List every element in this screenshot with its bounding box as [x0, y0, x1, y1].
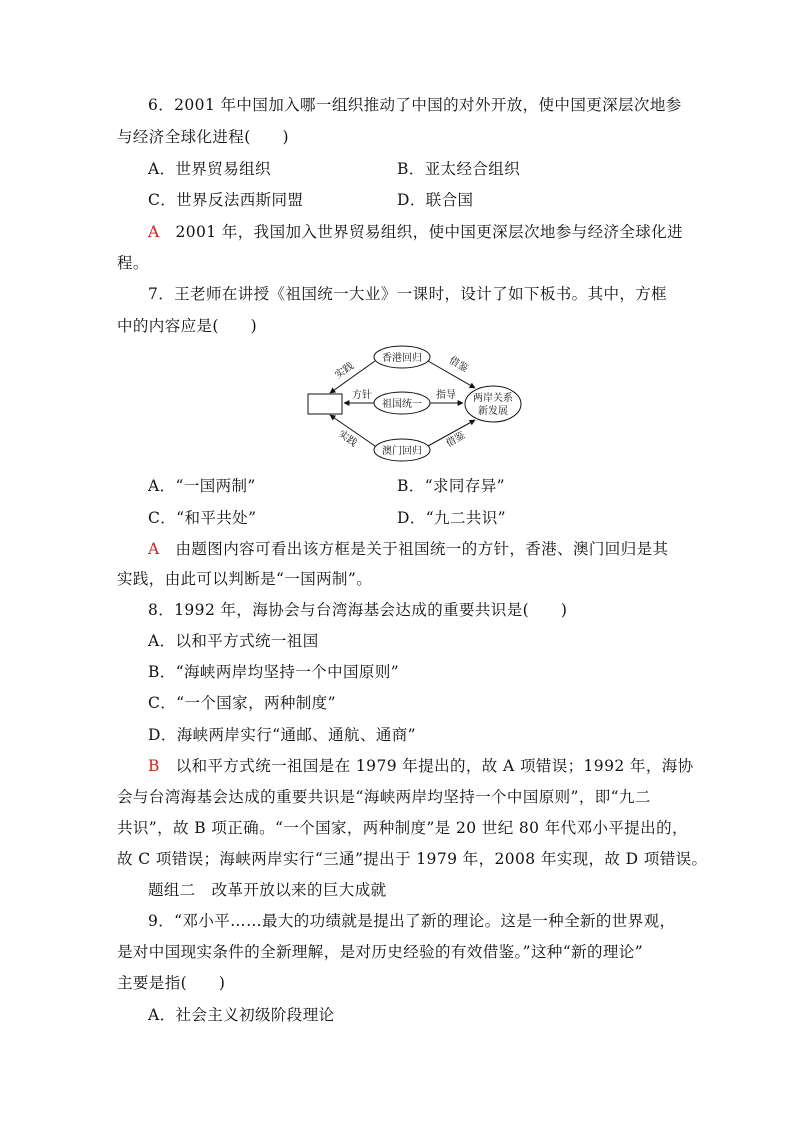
q8-explanation-line4: 故 C 项错误；海峡两岸实行“三通”提出于 1979 年，2008 年实现，故 D 项错误。 — [117, 850, 708, 868]
q6-option-c: C．世界反法西斯同盟 — [148, 191, 304, 209]
q8-explanation-line1 — [148, 755, 694, 777]
q8-explanation-line2: 会与台湾海基会达成的重要共识是“海峡两岸均坚持一个中国原则”，即“九二 — [117, 788, 651, 806]
q9-stem-line2: 是对中国现实条件的全新理解，是对历史经验的有效借鉴。”这种“新的理论” — [117, 943, 644, 961]
node-cross-strait-label-2: 新发展 — [478, 406, 508, 417]
q6-answer: A — [148, 223, 160, 241]
q8-answer: B — [148, 757, 160, 775]
q8-option-a: A．以和平方式统一祖国 — [148, 632, 319, 650]
q7-option-c: C．“和平共处” — [148, 509, 257, 527]
empty-answer-box — [308, 394, 342, 414]
label-shijian-bottom: 实践 — [336, 428, 359, 450]
q6-stem-line1: 6．2001 年中国加入哪一组织推动了中国的对外开放，使中国更深层次地参 — [148, 96, 682, 114]
q6-explanation-line2: 程。 — [117, 254, 149, 272]
q7-explanation-line1 — [148, 538, 668, 560]
q7-option-a: A．“一国两制” — [148, 477, 256, 495]
label-fangzhen: 方针 — [352, 390, 372, 401]
label-jiejian-bottom: 借鉴 — [444, 430, 468, 450]
group-heading: 题组二 改革开放以来的巨大成就 — [148, 881, 387, 899]
q9-stem-line1: 9．“邓小平……最大的功绩就是提出了新的理论。这是一种全新的世界观， — [148, 912, 676, 930]
label-jiejian-top: 借鉴 — [446, 355, 470, 375]
q6-option-a: A．世界贸易组织 — [148, 160, 271, 178]
q7-stem-line1: 7．王老师在讲授《祖国统一大业》一课时，设计了如下板书。其中，方框 — [148, 285, 668, 303]
node-reunification-label: 祖国统一 — [382, 399, 422, 410]
q8-option-d: D．海峡两岸实行“通邮、通航、通商” — [148, 726, 416, 744]
label-zhidao: 指导 — [436, 390, 456, 401]
q7-option-b: B．“求同存异” — [397, 477, 505, 495]
q7-explanation-line2: 实践，由此可以判断是“一国两制”。 — [117, 570, 373, 588]
q6-explanation-text: 2001 年，我国加入世界贸易组织，使中国更深层次地参与经济全球化进 — [159, 223, 683, 241]
q7-answer: A — [148, 540, 160, 558]
q9-stem-line3: 主要是指( ) — [117, 974, 226, 992]
q6-stem-line2: 与经济全球化进程( ) — [117, 128, 289, 146]
q7-option-d: D．“九二共识” — [397, 509, 506, 527]
q7-stem-line2: 中的内容应是( ) — [117, 317, 258, 335]
q8-explanation-line3: 共识”，故 B 项正确。“一个国家，两种制度”是 20 世纪 80 年代邓小平提出的， — [117, 819, 688, 837]
q6-option-b: B．亚太经合组织 — [397, 160, 521, 178]
q7-explanation-text: 由题图内容可看出该方框是关于祖国统一的方针，香港、澳门回归是其 — [159, 540, 669, 558]
q8-stem: 8．1992 年，海协会与台湾海基会达成的重要共识是( ) — [148, 601, 568, 619]
node-cross-strait-label-1: 两岸关系 — [473, 393, 513, 404]
node-macau-label: 澳门回归 — [382, 446, 422, 457]
q8-option-c: C．“一个国家，两种制度” — [148, 694, 336, 712]
label-shijian-top: 实践 — [333, 360, 356, 382]
q6-explanation-line1 — [148, 221, 683, 243]
q6-option-d: D．联合国 — [397, 191, 474, 209]
q8-explanation-text: 以和平方式统一祖国是在 1979 年提出的，故 A 项错误；1992 年，海协 — [159, 757, 694, 775]
q8-option-b: B．“海峡两岸均坚持一个中国原则” — [148, 663, 400, 681]
q9-option-a: A．社会主义初级阶段理论 — [148, 1006, 335, 1024]
node-hong-kong-label: 香港回归 — [382, 353, 422, 364]
board-diagram — [300, 345, 530, 465]
